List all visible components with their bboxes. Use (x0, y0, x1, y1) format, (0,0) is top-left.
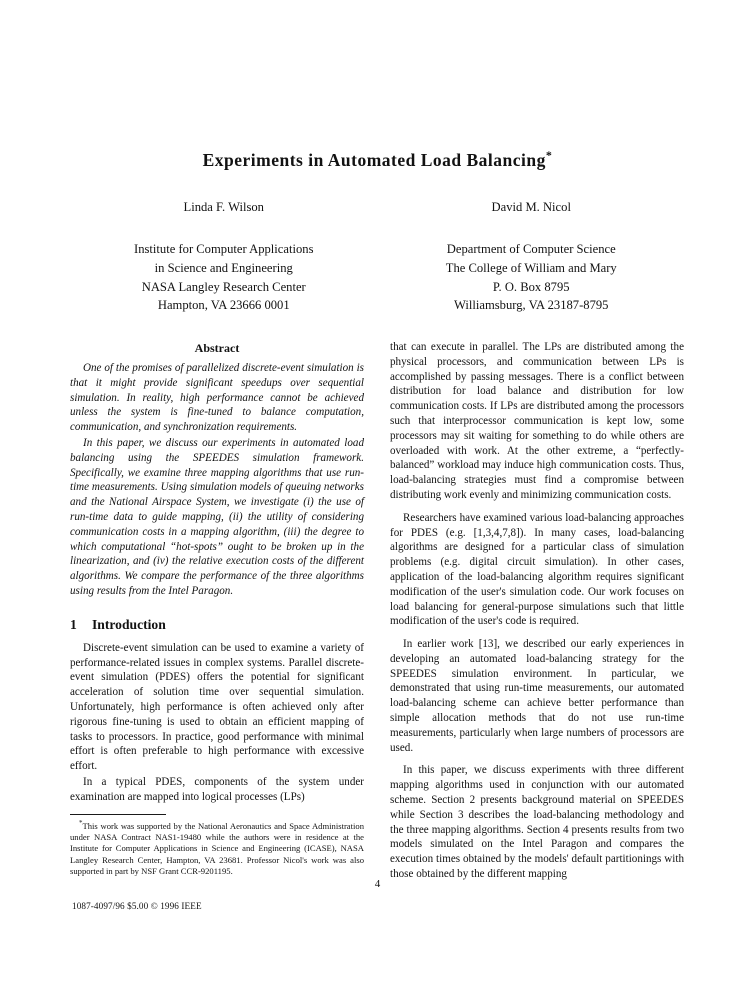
author-block (70, 198, 685, 315)
body-paragraph: Discrete-event simulation can be used to examine a variety of performance-related issues in complex systems. Parallel discrete-event simulation (PDES) offers the potential for significant acceleration of solution time over sequential simulation. Unfortunately, high performance is often achieved only after rigorous fine-tuning is used to obtain an efficient mapping of tasks to processors. In practice, good performance with minimal effort is often preferable to high performance with excessive effort. (70, 641, 364, 773)
title-text: Experiments in Automated Load Balancing (202, 149, 546, 170)
author-2 (378, 198, 686, 315)
section-number: 1 (70, 616, 77, 632)
affiliation-line: The College of William and Mary (445, 261, 617, 276)
page-number: 4 (374, 878, 381, 890)
author-1-name: Linda F. Wilson (183, 199, 264, 214)
author-1 (70, 198, 378, 315)
footnote-block (70, 814, 364, 878)
column-left (70, 340, 364, 882)
author-2-name: David M. Nicol (491, 199, 571, 214)
body-paragraph: Researchers have examined various load-balancing approaches for PDES (e.g. [1,3,4,7,8]). In many cases, load-balancing algorithms are designed for a particular class of simulation problems (e.g. digital circuit simulation). In other cases, application of the load-balancing algorithm requires significant modification of the user's simulation code. Our work focuses on load balancing for general-purpose simulations such that little modification of the user's code is required. (390, 511, 684, 628)
section-heading-introduction (70, 616, 364, 634)
affiliation-line: Institute for Computer Applications (134, 242, 314, 257)
footnote-text (70, 819, 364, 878)
affiliation-line: Hampton, VA 23666 0001 (157, 298, 290, 313)
author-2-affiliation (378, 240, 686, 315)
abstract-paragraph: In this paper, we discuss our experiments in automated load balancing using the SPEEDES simulation framework. Specifically, we examine three mapping algorithms that use run-time measurements. Using simulation models of queuing networks and the National Airspace System, we investigate (i) the use of run-time data to guide mapping, (ii) the utility of considering communication costs in a mapping algorithm, (iii) the degree to which computational “hot-spots” ought to be broken up in the linearization, and (iv) the relative execution costs of the different algorithms. We compare the performance of the three algorithms using results from the Intel Paragon. (70, 436, 364, 597)
title-footnote-marker: * (545, 148, 553, 162)
footnote-rule (70, 814, 166, 815)
column-right (390, 340, 684, 882)
body-paragraph: that can execute in parallel. The LPs are distributed among the physical processors, and communication between LPs is accomplished by passing messages. There is a conflict between distribution for load balance and distribution for low communication costs. If LPs are distributed among the processors such that interprocessor communication is kept low, some processors may sit waiting for something to do while others are overloaded with work. At the other extreme, a “perfectly-balanced” workload may induce high communication costs. Thus, load-balancing strategies must find a compromise between distributing work evenly and minimizing communication costs. (390, 340, 684, 501)
footnote-body: This work was supported by the National Aeronautics and Space Administration under NASA Contract NAS1-19480 while the authors were in residence at the Institute for Computer Applications in Science and Engineering (ICASE), NASA Langley Research Center, Hampton, VA 23681. Professor Nicol's work was also supported in part by NSF Grant CCR-9201195. (70, 820, 364, 877)
section-title: Introduction (92, 616, 166, 632)
abstract-paragraph: One of the promises of parallelized discrete-event simulation is that it might provide significant speedups over sequential simulation. In reality, high performance cannot be achieved unless the system is fine-tuned to balance computation, communication, and synchronization requirements. (70, 361, 364, 434)
page-title (70, 148, 685, 171)
affiliation-line: P. O. Box 8795 (492, 279, 570, 294)
footnote-marker: * (79, 818, 83, 827)
body-paragraph: In this paper, we discuss experiments with three different mapping algorithms used in conjunction with our automated scheme. Section 2 presents background material on SPEEDES while Section 3 describes the load-balancing methodology and the three mapping algorithms. Section 4 presents results from two models simulated on the Intel Paragon and compares the execution times obtained by the models' default partitionings with those obtained by the different mapping (390, 764, 684, 881)
body-paragraph: In earlier work [13], we described our early experiences in developing an automated load-balancing strategy for the SPEEDES simulation environment. In particular, we demonstrated that using run-time measurements, our automated load-balancing scheme can achieve better performance than simple allocation methods that do not use run-time measurements, particularly when large numbers of processors are used. (390, 638, 684, 754)
affiliation-line: Williamsburg, VA 23187-8795 (454, 298, 609, 313)
abstract-section (70, 340, 364, 599)
paper-sheet (70, 60, 685, 882)
body-paragraph: In a typical PDES, components of the system under examination are mapped into logical processes (LPs) (70, 776, 364, 803)
two-column-body (70, 340, 685, 882)
author-1-affiliation (70, 240, 378, 315)
abstract-heading: Abstract (194, 340, 240, 355)
affiliation-line: NASA Langley Research Center (141, 279, 306, 294)
affiliation-line: Department of Computer Science (446, 242, 616, 257)
affiliation-line: in Science and Engineering (154, 261, 293, 276)
copyright-notice: 1087-4097/96 $5.00 © 1996 IEEE (72, 901, 202, 911)
